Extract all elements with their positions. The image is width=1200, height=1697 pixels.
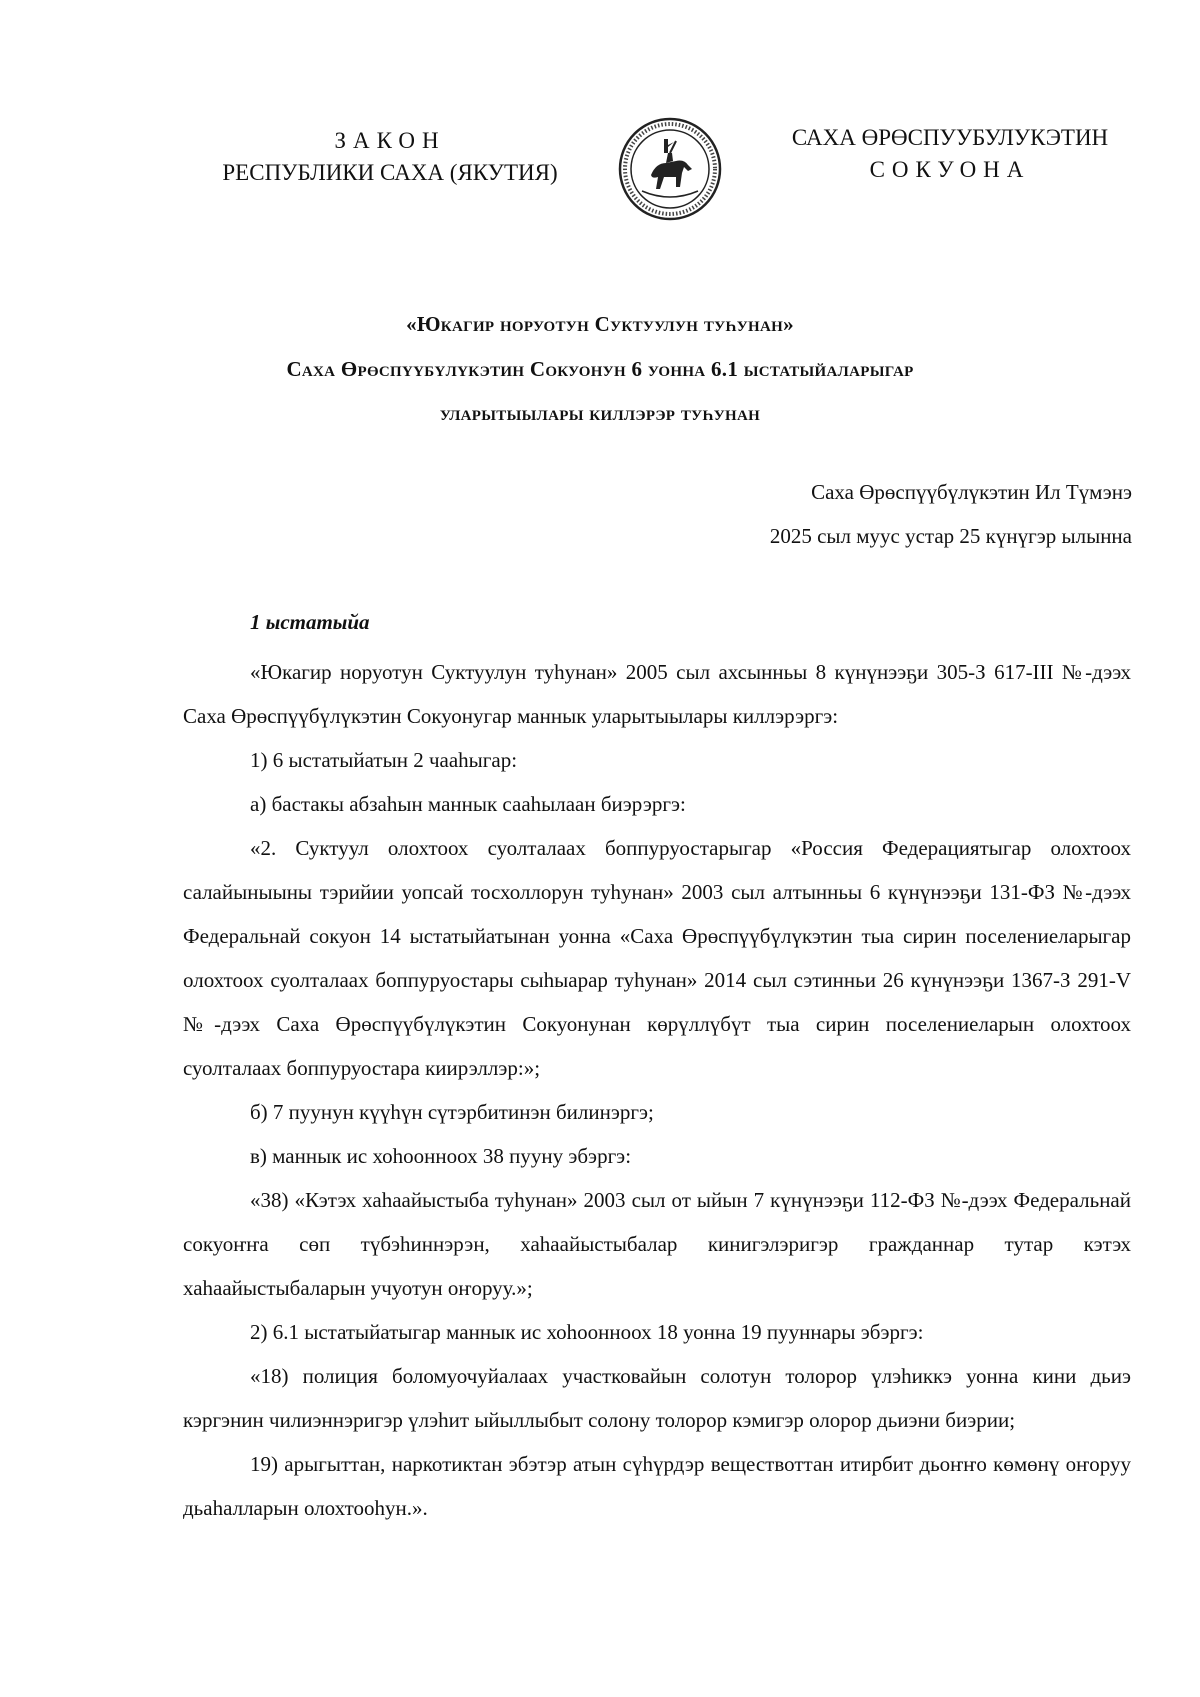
article-paragraph: 2) 6.1 ыстатыйатыгар маннык ис хоһоонноох 18 уонна 19 пууннары эбэргэ: [250, 1320, 924, 1344]
header-law-word-sakha: СОКУОНА [869, 157, 1031, 182]
adoption-date: 2025 сыл муус устар 25 күнүгэр ылынна [769, 524, 1132, 548]
document-title-line-2: Саха Өрөспүүбүлүкэтин Сокуонун 6 уонна 6.1 ыстатыйаларыгар [286, 357, 914, 381]
header-republic-name-sakha: САХА ӨРӨСПУУБУЛУКЭТИН [791, 125, 1109, 150]
article-heading: 1 ыстатыйа [250, 610, 370, 634]
header-left [200, 125, 580, 189]
header-law-word: ЗАКОН [334, 128, 446, 153]
article-paragraph: «18) полиция боломуочуйалаах участковайын солотун толорор үлэһиккэ уонна кини дьиэ кэргэнин чилиэннэригэр үлэһит ыйыллыбыт солону толорор кэмигэр олорор дьиэни биэрии; [183, 1364, 1131, 1432]
document-title-line-1: «Юкагир норуотун Суктуулун туһунан» [406, 312, 794, 336]
article-paragraph: «Юкагир норуотун Суктуулун туһунан» 2005 сыл ахсынньы 8 күнүнээҕи 305-З 617-III №-дээх Саха Өрөспүүбүлүкэтин Сокуонугар маннык уларытыылары киллэрэргэ: [183, 660, 1131, 728]
article-paragraph: «38) «Кэтэх хаһаайыстыба туһунан» 2003 сыл от ыйын 7 күнүнээҕи 112-ФЗ №-дээх Федеральнай сокуоҥҥа сөп түбэһиннэрэн, хаһаайыстыбалар кинигэлэригэр гражданнар тутар кэтэх хаһаайыстыбаларын учуотун оҥоруу.»; [183, 1188, 1131, 1300]
article-body [183, 650, 1131, 1530]
document-title-line-3: уларытыылары киллэрэр туһунан [439, 401, 761, 425]
article-paragraph: б) 7 пуунун күүһүн сүтэрбитинэн билинэргэ; [250, 1100, 654, 1124]
header-right [760, 122, 1140, 186]
article-paragraph: а) бастакы абзаһын маннык сааһылаан биэрэргэ: [250, 792, 686, 816]
article-paragraph: «2. Суктуул олохтоох суолталаах боппуруостарыгар «Россия Федерациятыгар олохтоох салайыныыны тэрийии уопсай тосхоллорун туһунан» 2003 сыл алтынньы 6 күнүнээҕи 131-ФЗ №-дээх Федеральнай сокуон 14 ыстатыйатынан уонна «Саха Өрөспүүбүлүкэтин тыа сирин поселениеларыгар олохтоох суолталаах боппуруостары сыһыарар туһунан» 2014 сыл сэтинньи 26 күнүнээҕи 1367-З 291-V №-дээх Саха Өрөспүүбүлүкэтин Сокуонунан көрүллүбүт тыа сирин поселениеларын олохтоох суолталаах боппуруостара киирэллэр:»; [183, 836, 1131, 1080]
article-paragraph: 1) 6 ыстатыйатын 2 чааһыгар: [250, 748, 518, 772]
article-paragraph: 19) арыгыттан, наркотиктан эбэтэр атын сүһүрдэр веществоттан итирбит дьоҥҥо көмөнү оҥоруу дьаһалларын олохтооһун.». [183, 1452, 1131, 1520]
header-republic-name: РЕСПУБЛИКИ САХА (ЯКУТИЯ) [222, 160, 558, 185]
article-paragraph: в) маннык ис хоһоонноох 38 пууну эбэргэ: [250, 1144, 632, 1168]
adoption-body: Саха Өрөспүүбүлүкэтин Ил Түмэнэ [811, 480, 1132, 504]
coat-of-arms-emblem-icon [618, 117, 722, 221]
